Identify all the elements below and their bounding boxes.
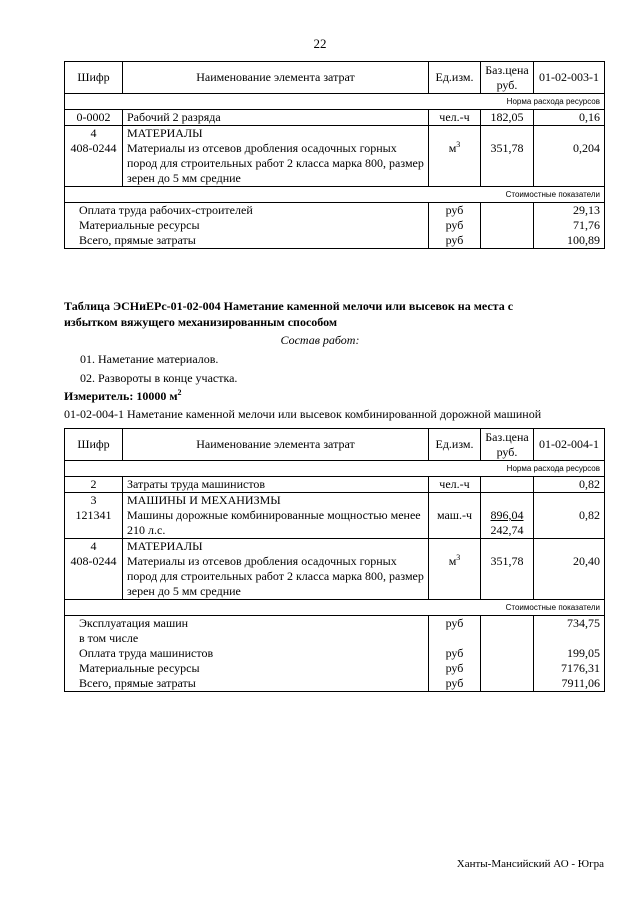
section-title: Таблица ЭСНиЕРс-01-02-004 Наметание каменной мелочи или высевок на места с избытком вяжущего механизированным способом: [64, 299, 514, 329]
table-row: 3 МАШИНЫ И МЕХАНИЗМЫ: [65, 493, 605, 509]
table-row: 4 МАТЕРИАЛЫ: [65, 539, 605, 555]
cost-row: Материальные ресурсы руб 7176,31: [65, 661, 605, 676]
header-unit: Ед.изм.: [429, 62, 481, 94]
table-row: 408-0244 Материалы из отсевов дробления осадочных горных пород для строительных работ 2 класса марка 800, размер зерен до 5 мм средние $м^3$ 351,78 20,40: [65, 554, 605, 600]
cost-row: Всего, прямые затраты руб 7911,06: [65, 676, 605, 692]
norm-header: Норма расхода ресурсов: [65, 461, 605, 477]
header-price: Баз.цена руб.: [481, 429, 534, 461]
cost-row: Оплата труда рабочих-строителей руб 29,13: [65, 203, 605, 219]
header-name: Наименование элемента затрат: [123, 429, 429, 461]
table-row: 408-0244 Материалы из отсевов дробления осадочных горных пород для строительных работ 2 класса марка 800, размер зерен до 5 мм средние $м^3$ 351,78 0,204: [65, 141, 605, 187]
table-row: 2 Затраты труда машинистов чел.-ч 0,82: [65, 477, 605, 493]
header-norm-code: 01-02-003-1: [534, 62, 605, 94]
footer-region: Ханты-Мансийский АО - Югра: [456, 858, 604, 870]
header-name: Наименование элемента затрат: [123, 62, 429, 94]
header-code: Шифр: [65, 62, 123, 94]
table-row: 0-0002 Рабочий 2 разряда чел.-ч 182,05 0,16: [65, 110, 605, 126]
resource-table-1: [64, 61, 605, 249]
cost-row: в том числе: [65, 631, 605, 646]
norm-header: Норма расхода ресурсов: [65, 94, 605, 110]
resource-table-2: [64, 428, 605, 692]
cost-row: Оплата труда машинистов руб 199,05: [65, 646, 605, 661]
table-row: 4 МАТЕРИАЛЫ: [65, 126, 605, 142]
measure-unit: Измеритель: 10000 $м^2$: [64, 388, 182, 403]
cost-row: Эксплуатация машин руб 734,75: [65, 616, 605, 632]
header-unit: Ед.изм.: [429, 429, 481, 461]
cost-row: Материальные ресурсы руб 71,76: [65, 218, 605, 233]
header-norm-code: 01-02-004-1: [534, 429, 605, 461]
item-title: 01-02-004-1 Наметание каменной мелочи или высевок комбинированной дорожной машиной: [64, 407, 542, 421]
cost-row: Всего, прямые затраты руб 100,89: [65, 233, 605, 249]
header-price: Баз.цена руб.: [481, 62, 534, 94]
work-step: 01. Наметание материалов.: [80, 352, 219, 366]
composition-heading: Состав работ:: [280, 333, 360, 347]
table-row: 121341 Машины дорожные комбинированные мощностью менее 210 л.с. маш.-ч 896,04 242,74 0,82: [65, 508, 605, 539]
cost-header: Стоимостные показатели: [65, 187, 605, 203]
page-number: 22: [313, 36, 327, 51]
cost-header: Стоимостные показатели: [65, 600, 605, 616]
work-step: 02. Развороты в конце участка.: [80, 371, 238, 385]
header-code: Шифр: [65, 429, 123, 461]
